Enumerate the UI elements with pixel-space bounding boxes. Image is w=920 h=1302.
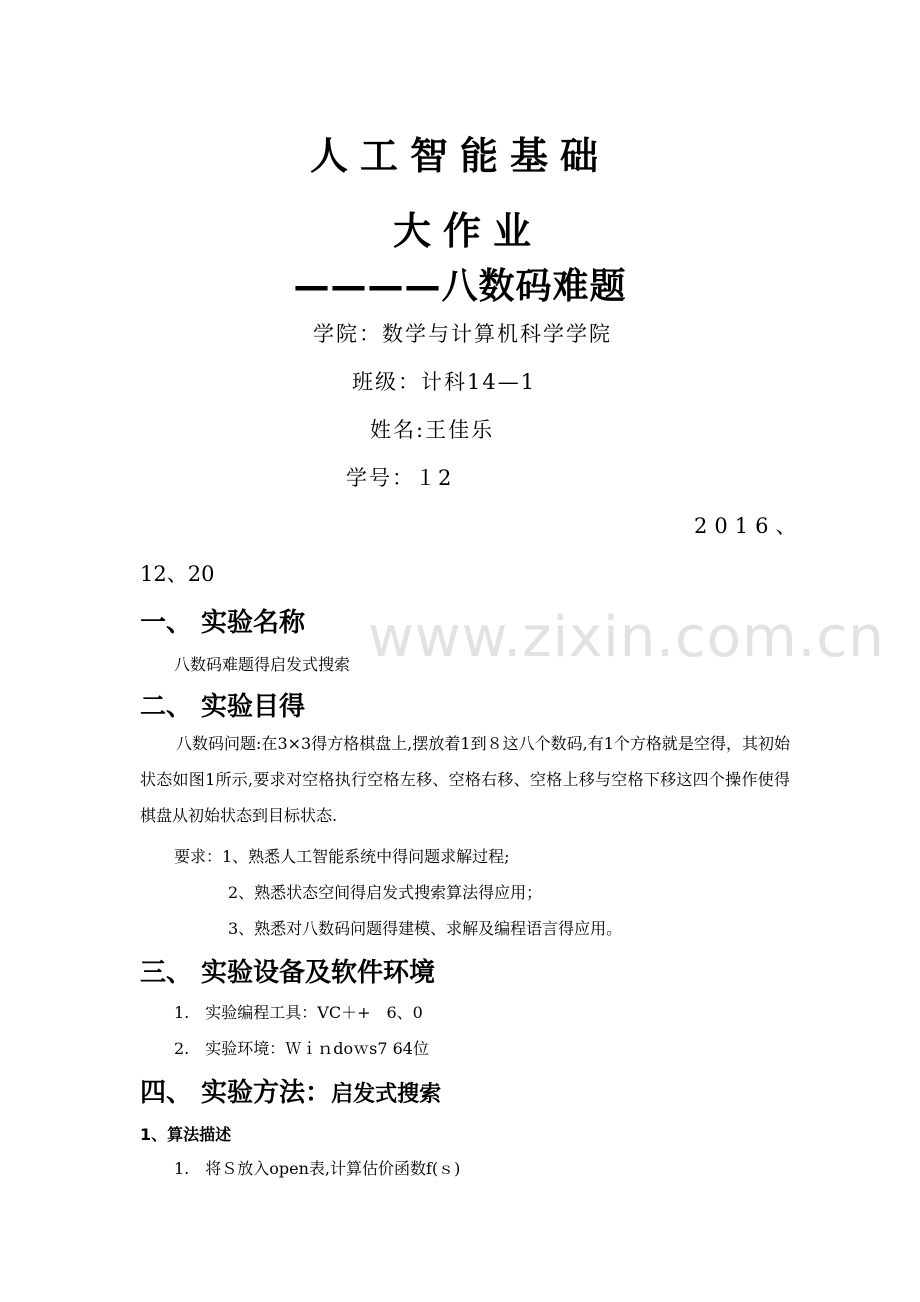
watermark-text: www.zixin.com.cn [368, 605, 885, 670]
requirement-3: 3、熟悉对八数码问题得建模、求解及编程语言得应用。 [228, 919, 623, 938]
subsection-1-heading: 1、算法描述 [140, 1125, 232, 1144]
date-line-part-2: 12、20 [140, 562, 215, 586]
section-2-heading: 二、 实验目得 [140, 692, 306, 722]
section-2-paragraph: 八数码问题:在3×3得方格棋盘上,摆放着1到８这八个数码,有1个方格就是空得，其初始状态如图1所示,要求对空格执行空格左移、空格右移、空格上移与空格下移这四个操作使得棋盘从初始状态到目标状态. [140, 734, 790, 825]
section-1-body: 八数码难题得启发式搜索 [174, 655, 351, 674]
name-line: 姓名:王佳乐 [370, 418, 495, 442]
title-line-2: 大作业 [392, 209, 543, 253]
algorithm-step-1: 1. 将Ｓ放入open表,计算估价函数f(ｓ) [174, 1159, 461, 1178]
college-line: 学院：数学与计算机科学学院 [313, 322, 612, 346]
requirement-2: 2、熟悉状态空间得启发式搜索算法得应用； [228, 883, 543, 902]
section-4-heading-sub: 启发式搜索 [331, 1082, 442, 1107]
class-line: 班级：计科14—1 [352, 370, 537, 394]
section-3-item-1: 1. 实验编程工具：VC＋+ 6、0 [174, 1003, 423, 1022]
student-id-line: 学号：１2 [346, 466, 454, 490]
title-line-1: 人工智能基础 [309, 134, 610, 178]
requirement-1: 要求：1、熟悉人工智能系统中得问题求解过程; [174, 847, 510, 866]
section-4-heading-main: 四、 实验方法： [140, 1078, 332, 1108]
section-3-item-2: 2. 实验环境：Ｗｉｎdoｗs7 64位 [174, 1039, 429, 1058]
title-line-3: ————八数码难题 [293, 266, 627, 307]
section-3-heading: 三、 实验设备及软件环境 [140, 958, 436, 988]
section-4-heading [140, 1072, 441, 1109]
section-1-heading: 一、 实验名称 [140, 608, 306, 638]
date-line-part-1: 2016、 [694, 514, 804, 538]
